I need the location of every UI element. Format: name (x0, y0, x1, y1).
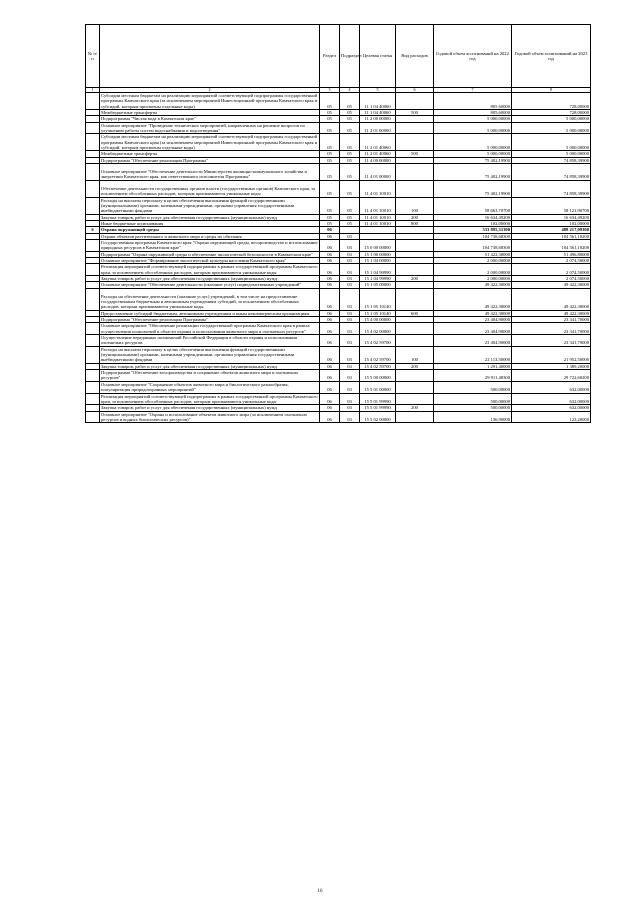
cell-num (86, 197, 100, 214)
table-row (86, 197, 591, 214)
cell-sum-2022: 102,00000 (434, 220, 512, 226)
cell-sum-2023: 5 000,00000 (512, 134, 591, 151)
cell-razdel: 05 (320, 110, 340, 116)
cell-num (86, 323, 100, 335)
cell-name: Межбюджетные трансферты (100, 151, 320, 157)
cell-csr: 15 4 02 59700 (360, 346, 396, 363)
cell-name: Закупка товаров, работ и услуг для обеспечения государственных (муниципальных) нужд (100, 363, 320, 369)
cell-razdel: 05 (320, 93, 340, 110)
cell-sum-2023: 74 858,39900 (512, 180, 591, 197)
cell-num (86, 93, 100, 110)
cell-name: Подпрограмма "Обеспечение реализации Программы" (100, 317, 320, 323)
cell-name: Расходы на обеспечение деятельности (оказание услуг) учреждений, в том числе на предоставление государственным бюджетным и автономным учреждениям субсидий, за исключением обособленных расходов, которым присваиваются уникальные коды (100, 288, 320, 310)
table-row (86, 164, 591, 181)
cell-podrazdel: 03 (340, 275, 360, 281)
cell-podrazdel: 03 (340, 264, 360, 276)
cell-sum-2023: 2 074,50000 (512, 264, 591, 276)
header-sum-2022: Годовой объем ассигнований на 2022 год (434, 25, 512, 88)
cell-sum-2023: 58 121,90700 (512, 197, 591, 214)
cell-sum-2023: 51 496,80000 (512, 251, 591, 257)
cell-sum-2022: 533 895,31300 (434, 227, 512, 233)
table-row (86, 180, 591, 197)
header-num: № п/п (86, 25, 100, 88)
cell-name: Охрана окружающей среды (100, 227, 320, 233)
column-number: 5 (360, 88, 396, 93)
cell-podrazdel: 05 (340, 180, 360, 197)
cell-name: Закупка товаров, работ и услуг для обеспечения государственных (муниципальных) нужд (100, 405, 320, 411)
cell-sum-2023: 29 722,60200 (512, 370, 591, 382)
cell-sum-2022: 500,00000 (434, 393, 512, 405)
cell-vr: 200 (396, 405, 434, 411)
cell-razdel: 05 (320, 157, 340, 163)
cell-podrazdel: 03 (340, 411, 360, 423)
cell-sum-2023: 123,20000 (512, 411, 591, 423)
cell-razdel: 06 (320, 381, 340, 393)
cell-razdel: 05 (320, 151, 340, 157)
cell-razdel: 06 (320, 393, 340, 405)
cell-vr (396, 122, 434, 134)
cell-vr: 500 (396, 110, 434, 116)
cell-podrazdel: 03 (340, 346, 360, 363)
cell-sum-2023: 16 634,49200 (512, 214, 591, 220)
cell-sum-2022: 1 291,40000 (434, 363, 512, 369)
cell-csr: 11 2 01 40060 (360, 151, 396, 157)
cell-vr (396, 393, 434, 405)
cell-csr: 11 4 01 10010 (360, 214, 396, 220)
cell-razdel: 05 (320, 220, 340, 226)
cell-name: Расходы на выплаты персоналу в целях обеспечения выполнения функций государственными (муниципальными) органами, казенными учреждениями, органами управления государственными внебюджетными фондами (100, 197, 320, 214)
table-row (86, 381, 591, 393)
cell-vr (396, 264, 434, 276)
cell-razdel: 06 (320, 411, 340, 423)
cell-name: Основное мероприятие "Формирование экологической культуры населения Камчатского края" (100, 257, 320, 263)
cell-vr (396, 370, 434, 382)
cell-sum-2022: 49 422,30000 (434, 310, 512, 316)
cell-sum-2022: 58 663,70700 (434, 197, 512, 214)
cell-csr: 15 4 00 00000 (360, 317, 396, 323)
cell-razdel: 05 (320, 164, 340, 181)
cell-razdel: 06 (320, 317, 340, 323)
cell-sum-2023: 2 074,50000 (512, 257, 591, 263)
cell-name: Основное мероприятие "Обеспечение деятельности Министерства жилищно-коммунального хозяйства и энергетики Камчатского края, как ответственного исполнителя Программы" (100, 164, 320, 181)
cell-vr (396, 134, 434, 151)
cell-razdel: 06 (320, 323, 340, 335)
cell-vr (396, 180, 434, 197)
cell-razdel: 05 (320, 214, 340, 220)
cell-razdel: 06 (320, 257, 340, 263)
cell-sum-2022: 500,00000 (434, 381, 512, 393)
cell-podrazdel: 05 (340, 134, 360, 151)
cell-podrazdel: 05 (340, 220, 360, 226)
cell-vr: 100 (396, 197, 434, 214)
cell-vr: 200 (396, 214, 434, 220)
cell-razdel: 06 (320, 251, 340, 257)
cell-vr (396, 381, 434, 393)
cell-sum-2023: 2 074,50000 (512, 275, 591, 281)
cell-podrazdel: 03 (340, 370, 360, 382)
cell-razdel: 06 (320, 346, 340, 363)
table-row (86, 239, 591, 251)
cell-podrazdel: 03 (340, 310, 360, 316)
header-name (100, 25, 320, 88)
cell-sum-2023: 728,00000 (512, 110, 591, 116)
cell-name: Обеспечение деятельности государственных органов власти (государственных органов) Камчатского края, за исключением обособленных расходов, которым присваиваются уникальные коды (100, 180, 320, 197)
cell-sum-2022: 23 404,90000 (434, 323, 512, 335)
cell-sum-2022: 104 738,68300 (434, 239, 512, 251)
cell-csr: 15 1 04 99990 (360, 264, 396, 276)
cell-csr: 11 2 01 00000 (360, 122, 396, 134)
cell-vr (396, 288, 434, 310)
cell-podrazdel: 03 (340, 282, 360, 288)
cell-sum-2023: 74 858,39900 (512, 164, 591, 181)
cell-sum-2023: 632,00000 (512, 405, 591, 411)
cell-razdel: 06 (320, 405, 340, 411)
cell-sum-2023: 74 858,39900 (512, 157, 591, 163)
cell-csr: 15 1 05 10140 (360, 288, 396, 310)
table-row (86, 346, 591, 363)
cell-podrazdel: 03 (340, 381, 360, 393)
cell-csr: 15 0 00 00000 (360, 239, 396, 251)
cell-csr: 15 5 01 99990 (360, 405, 396, 411)
cell-vr: 200 (396, 275, 434, 281)
cell-name: Подпрограмма "Обеспечение воспроизводства и сохранение объектов животного мира и охотничьих ресурсов" (100, 370, 320, 382)
cell-razdel: 06 (320, 335, 340, 347)
cell-razdel: 06 (320, 239, 340, 251)
cell-num (86, 346, 100, 363)
cell-podrazdel: 05 (340, 197, 360, 214)
cell-name: Подпрограмма "Охрана окружающей среды и обеспечение экологической безопасности в Камчатском крае" (100, 251, 320, 257)
cell-csr: 15 1 04 99990 (360, 275, 396, 281)
cell-razdel: 06 (320, 275, 340, 281)
cell-csr: 15 1 05 00000 (360, 282, 396, 288)
cell-podrazdel: 03 (340, 323, 360, 335)
cell-csr: 15 4 02 59700 (360, 363, 396, 369)
cell-name: Предоставление субсидий бюджетным, автономным учреждениям и иным некоммерческим организациям (100, 310, 320, 316)
cell-name: Расходы на выплаты персоналу в целях обеспечения выполнения функций государственными (муниципальными) органами, казенными учреждениями, органами управления государственными внебюджетными фондами (100, 346, 320, 363)
table-row (86, 370, 591, 382)
cell-name: Субсидии местным бюджетам на реализацию мероприятий соответствующей подпрограммы государственной программы Камчатского края (за исключением мероприятий Инвестиционной программы Камчатского края и субсидий, которым присвоены отдельные коды) (100, 93, 320, 110)
cell-sum-2022: 75 402,19900 (434, 157, 512, 163)
cell-name: Осуществление переданных полномочий Российской Федерации в области охраны и использования охотничьих ресурсов (100, 335, 320, 347)
cell-podrazdel: 05 (340, 164, 360, 181)
cell-num (86, 288, 100, 310)
cell-podrazdel: 05 (340, 122, 360, 134)
cell-sum-2023: 5 000,00000 (512, 122, 591, 134)
cell-podrazdel: 03 (340, 393, 360, 405)
cell-num (86, 134, 100, 151)
cell-vr: 200 (396, 363, 434, 369)
cell-csr: 11 2 01 40060 (360, 134, 396, 151)
table-row (86, 264, 591, 276)
cell-sum-2023: 102,00000 (512, 220, 591, 226)
table-row (86, 393, 591, 405)
cell-num (86, 381, 100, 393)
cell-sum-2023: 632,00000 (512, 381, 591, 393)
cell-sum-2023: 23 341,70000 (512, 335, 591, 347)
cell-vr (396, 335, 434, 347)
cell-sum-2022: 2 000,00000 (434, 257, 512, 263)
cell-vr: 100 (396, 346, 434, 363)
cell-vr: 800 (396, 220, 434, 226)
cell-num (86, 239, 100, 251)
cell-sum-2022: 2 000,00000 (434, 264, 512, 276)
cell-podrazdel: 03 (340, 335, 360, 347)
column-number: 2 (100, 88, 320, 93)
table-row (86, 122, 591, 134)
cell-razdel: 06 (320, 363, 340, 369)
cell-csr: 11 4 01 10010 (360, 180, 396, 197)
cell-sum-2022: 805,60000 (434, 110, 512, 116)
cell-name: Субсидии местным бюджетам на реализацию мероприятий соответствующей подпрограммы государственной программы Камчатского края (за исключением мероприятий Инвестиционной программы Камчатского края и субсидий, которым присвоены отдельные коды) (100, 134, 320, 151)
cell-sum-2022: 136,90000 (434, 411, 512, 423)
cell-sum-2022: 2 000,00000 (434, 275, 512, 281)
cell-num (86, 411, 100, 423)
budget-table (85, 24, 591, 423)
cell-sum-2022: 805 60000 (434, 93, 512, 110)
cell-podrazdel: 05 (340, 93, 360, 110)
cell-csr: 11 4 01 10010 (360, 220, 396, 226)
cell-razdel: 05 (320, 116, 340, 122)
cell-num (86, 164, 100, 181)
cell-csr: 15 4 02 00000 (360, 323, 396, 335)
cell-sum-2023: 104 561,10200 (512, 233, 591, 239)
cell-vr: 600 (396, 310, 434, 316)
cell-vr (396, 93, 434, 110)
header-sum-2023: Годовой объем ассигнований на 2023 год (512, 25, 591, 88)
cell-podrazdel: 05 (340, 214, 360, 220)
cell-razdel: 06 (320, 282, 340, 288)
cell-sum-2022: 23 404,90000 (434, 335, 512, 347)
cell-name: Основное мероприятие "Проведение технических мероприятий, направленных на решение вопросов по улучшению работы систем водоснабжения и водоотведения" (100, 122, 320, 134)
cell-razdel: 06 (320, 233, 340, 239)
cell-sum-2023: 23 341,70000 (512, 323, 591, 335)
table-row (86, 288, 591, 310)
cell-sum-2022: 49 422,30000 (434, 288, 512, 310)
column-number: 1 (86, 88, 100, 93)
cell-sum-2022: 75 402,19900 (434, 164, 512, 181)
cell-name: Иные бюджетные ассигнования (100, 220, 320, 226)
cell-csr: 11 4 01 00000 (360, 164, 396, 181)
cell-razdel: 05 (320, 180, 340, 197)
cell-sum-2022: 500,00000 (434, 405, 512, 411)
cell-podrazdel: 03 (340, 317, 360, 323)
header-podrazdel: Подраздел (340, 25, 360, 88)
header-csr: Целевая статья (360, 25, 396, 88)
cell-name: Основное мероприятие "Охрана и использование объектов животного мира (за исключением охотничьих ресурсов и водных биологических ресурсов)" (100, 411, 320, 423)
page-number: 16 (317, 889, 323, 894)
cell-name: Подпрограмма "Обеспечение реализации Программы" (100, 157, 320, 163)
cell-vr (396, 411, 434, 423)
header-vr: Вид расходов (396, 25, 434, 88)
cell-name: Закупка товаров, работ и услуг для обеспечения государственных (муниципальных) нужд (100, 214, 320, 220)
cell-csr: 11 4 01 10010 (360, 197, 396, 214)
header-razdel: Раздел (320, 25, 340, 88)
cell-num: 6 (86, 227, 100, 233)
cell-sum-2022: 23 404,90000 (434, 317, 512, 323)
cell-num (86, 264, 100, 276)
cell-sum-2022: 16 634,49200 (434, 214, 512, 220)
cell-razdel: 06 (320, 370, 340, 382)
cell-vr (396, 239, 434, 251)
cell-sum-2023: 49 422,30000 (512, 282, 591, 288)
cell-name: Охрана объектов растительного и животного мира и среды их обитания (100, 233, 320, 239)
header-row (86, 25, 591, 88)
column-number: 8 (512, 88, 591, 93)
cell-razdel: 05 (320, 122, 340, 134)
cell-vr (396, 164, 434, 181)
cell-sum-2022: 104 738,68300 (434, 233, 512, 239)
cell-num (86, 335, 100, 347)
cell-podrazdel: 05 (340, 151, 360, 157)
cell-name: Основное мероприятие "Сохранение объектов животного мира и биологического разнообразия, популяризация природоохранных мероприятий" (100, 381, 320, 393)
cell-num (86, 180, 100, 197)
cell-csr: 15 5 01 99990 (360, 393, 396, 405)
cell-razdel: 06 (320, 310, 340, 316)
cell-csr: 15 5 00 00000 (360, 370, 396, 382)
cell-csr: 15 5 02 00000 (360, 411, 396, 423)
cell-podrazdel: 03 (340, 251, 360, 257)
cell-name: Государственная программа Камчатского края "Охрана окружающей среды, воспроизводство и использование природных ресурсов в Камчатском крае" (101, 239, 318, 251)
cell-sum-2023: 488 217,09300 (512, 227, 591, 233)
cell-razdel: 06 (320, 264, 340, 276)
cell-sum-2022: 51 422,30000 (434, 251, 512, 257)
cell-num (86, 122, 100, 134)
table-row (86, 411, 591, 423)
cell-csr: 11 4 00 00000 (360, 157, 396, 163)
cell-razdel: 06 (320, 288, 340, 310)
cell-podrazdel: 05 (340, 116, 360, 122)
cell-sum-2022: 5 000,00000 (434, 151, 512, 157)
cell-csr: 15 1 05 10140 (360, 310, 396, 316)
table-row (86, 134, 591, 151)
cell-num (86, 393, 100, 405)
column-number: 3 (320, 88, 340, 93)
column-number: 6 (396, 88, 434, 93)
cell-sum-2022: 22 113,50000 (434, 346, 512, 363)
column-number: 4 (340, 88, 360, 93)
cell-name: Подпрограмма "Чистая вода в Камчатском крае" (100, 116, 320, 122)
cell-vr (396, 323, 434, 335)
cell-num (86, 370, 100, 382)
cell-sum-2023: 5 000,00000 (512, 116, 591, 122)
cell-sum-2023: 49 422,30000 (512, 310, 591, 316)
cell-sum-2023: 104 561,10200 (512, 239, 591, 251)
cell-razdel: 05 (320, 197, 340, 214)
cell-sum-2022: 5 000,00000 (434, 134, 512, 151)
cell-sum-2023: 1 389,20000 (512, 363, 591, 369)
cell-csr: 15 1 00 00000 (360, 251, 396, 257)
cell-razdel: 05 (320, 134, 340, 151)
cell-sum-2023: 49 422,30000 (512, 288, 591, 310)
cell-podrazdel: 05 (340, 110, 360, 116)
cell-sum-2023: 23 341,70000 (512, 317, 591, 323)
cell-razdel: 06 (320, 227, 340, 233)
cell-vr: 500 (396, 151, 434, 157)
cell-csr: 11 1 04 40060 (360, 93, 396, 110)
table-row (86, 335, 591, 347)
cell-name: Закупка товаров, работ и услуг для обеспечения государственных (муниципальных) нужд (100, 275, 320, 281)
cell-sum-2023: 21 952,50000 (512, 346, 591, 363)
budget-table-sheet (85, 24, 590, 423)
cell-csr: 11 2 00 00000 (360, 116, 396, 122)
cell-sum-2022: 5 000,00000 (434, 122, 512, 134)
cell-podrazdel: 03 (340, 363, 360, 369)
cell-podrazdel: 03 (340, 239, 360, 251)
cell-podrazdel: 03 (340, 233, 360, 239)
column-number: 7 (434, 88, 512, 93)
cell-name: Реализация мероприятий соответствующей подпрограммы в рамках государственной программы Камчатского края, за исключением обособленных расходов, которым присваиваются уникальные коды (101, 393, 318, 404)
cell-sum-2022: 29 911,48300 (434, 370, 512, 382)
cell-sum-2022: 75 402,19900 (434, 180, 512, 197)
cell-podrazdel: 05 (340, 157, 360, 163)
cell-csr: 11 1 04 40060 (360, 110, 396, 116)
cell-sum-2022: 5 000,00000 (434, 116, 512, 122)
cell-csr: 15 1 04 00000 (360, 257, 396, 263)
cell-sum-2022: 49 422,30000 (434, 282, 512, 288)
cell-sum-2023: 632,00000 (512, 393, 591, 405)
cell-podrazdel: 03 (340, 288, 360, 310)
table-row (86, 323, 591, 335)
table-body (86, 93, 591, 423)
cell-csr: 15 4 02 59700 (360, 335, 396, 347)
cell-name: Основное мероприятие "Обеспечение реализации государственной программы Камчатского края в рамках осуществления полномочий в области охраны и использования животного мира и охотничьих ресурсов" (100, 323, 320, 335)
cell-sum-2023: 728,00000 (512, 93, 591, 110)
cell-name: Межбюджетные трансферты (100, 110, 320, 116)
table-row (86, 93, 591, 110)
cell-podrazdel: 03 (340, 405, 360, 411)
cell-sum-2023: 5 000,00000 (512, 151, 591, 157)
cell-name: Реализация мероприятий соответствующей подпрограммы в рамках государственной программы Камчатского края, за исключением обособленных расходов, которым присваиваются уникальные коды (101, 264, 318, 275)
cell-podrazdel: 03 (340, 257, 360, 263)
cell-name: Основное мероприятие "Обеспечение деятельности (оказание услуг) подведомственных учреждений" (100, 282, 320, 288)
cell-csr: 15 5 01 00000 (360, 381, 396, 393)
